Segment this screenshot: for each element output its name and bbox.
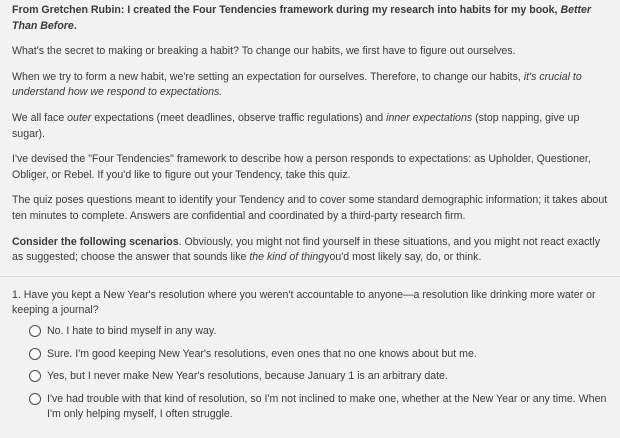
radio-button[interactable] [29,325,41,337]
scenarios-emphasis: the kind of thing [249,251,325,264]
answer-label[interactable]: I've had trouble with that kind of resolution, so I'm not inclined to make one, whether at the New Year or any time. When I'm only helping myself, I often struggle. [47,392,607,421]
outer-inner-end: (stop napping, give up sugar). [12,111,580,140]
inner-emphasis: inner expectations [386,111,473,124]
radio-button[interactable] [29,348,41,360]
answer-option-1[interactable] [29,324,614,340]
scenarios-bold: Consider the following scenarios [12,235,179,248]
intro-text [12,3,614,34]
para-expectation-emphasis: it's crucial to understand how we respond to expectations. [12,70,582,99]
answer-label[interactable]: No. I hate to bind myself in any way. [47,324,217,337]
radio-button[interactable] [29,370,41,382]
book-title: Better Than Before [12,4,592,32]
para-expectation [12,70,614,101]
scenarios-end: you'd most likely say, do, or think. [324,251,482,264]
radio-button[interactable] [29,393,41,405]
intro-lead: From Gretchen Rubin: I created the Four Tendencies framework during my research into habits for my book, [12,4,561,16]
question-1-text: 1. Have you kept a New Year's resolution where you weren't accountable to anyone—a resolution like drinking more water or keeping a journal? [12,288,596,317]
outer-inner-lead: We all face [12,111,68,124]
outer-inner-middle: expectations (meet deadlines, observe traffic regulations) and [91,111,387,124]
para-framework: I've devised the "Four Tendencies" framework to describe how a person responds to expectations: as Upholder, Questioner, Obliger, or Rebel. If you'd like to figure out your Tendency, take this quiz. [12,153,591,181]
intro-end: . [73,19,77,32]
answer-label[interactable]: Yes, but I never make New Year's resolutions, because January 1 is an arbitrary date. [47,370,448,383]
para-scenarios [12,235,614,266]
para-quiz: The quiz poses questions meant to identify your Tendency and to cover some standard demographic information; it takes about ten minutes to complete. Answers are confidential and coordinated by a third-party research firm. [12,194,608,222]
para-expectation-lead: When we try to form a new habit, we're setting an expectation for ourselves. Therefore, to change our habits, [12,70,524,83]
para-secret: What's the secret to making or breaking a habit? To change our habits, we first have to figure out ourselves. [12,45,516,58]
answer-option-3[interactable] [29,369,614,385]
answer-label[interactable]: Sure. I'm good keeping New Year's resolutions, even ones that no one knows about but me. [47,347,477,360]
section-divider [0,276,620,277]
para-outer-inner [12,111,614,142]
outer-emphasis: outer [67,111,92,124]
answer-option-4[interactable] [29,392,614,423]
answer-option-2[interactable] [29,347,614,363]
scenarios-lead: . Obviously, you might not find yourself in these situations, and you might not react exactly as suggested; choose the answer that sounds like [12,235,601,264]
